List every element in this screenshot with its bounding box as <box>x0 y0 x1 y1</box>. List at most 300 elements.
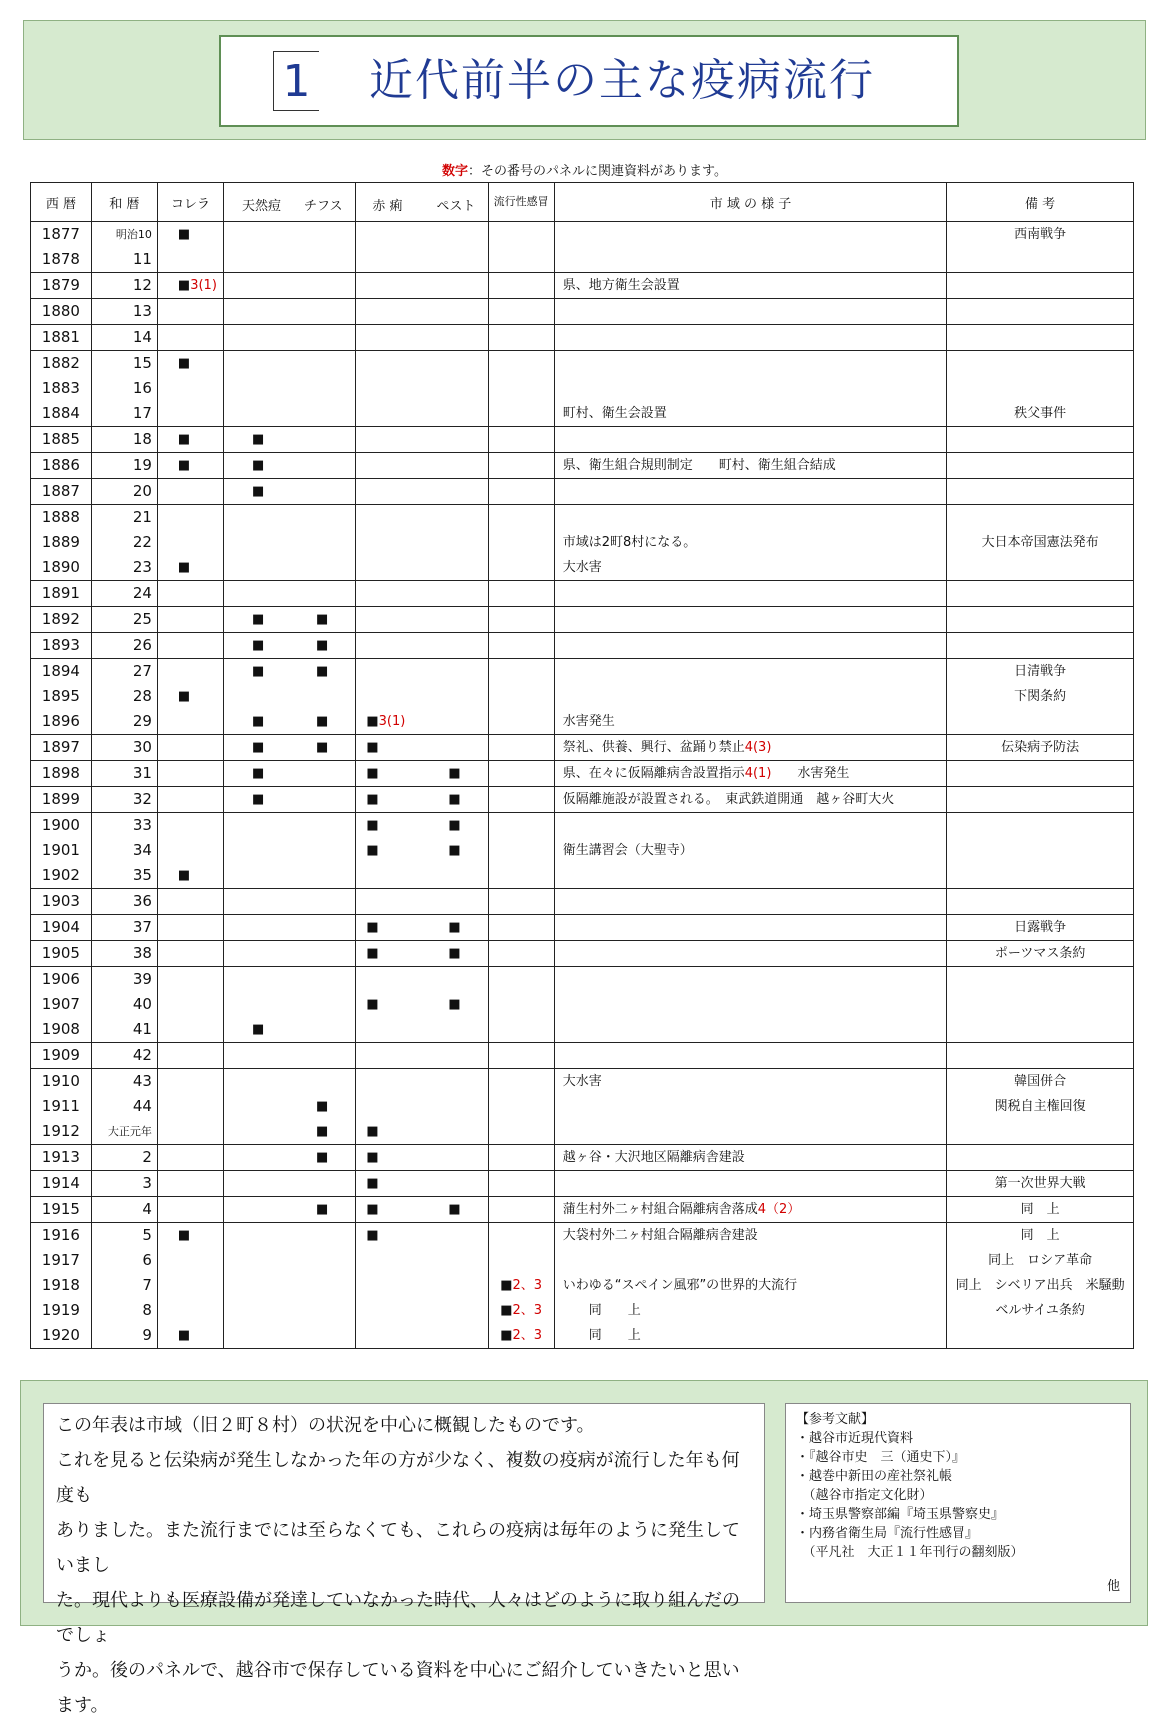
area-cell <box>554 1223 947 1249</box>
dysentery-entry <box>366 709 405 734</box>
area-cell <box>554 479 947 505</box>
table-row <box>31 659 1134 685</box>
area-cell <box>554 376 947 401</box>
western-year-cell: 1905 <box>31 941 92 967</box>
panel-reference: 4(1) <box>744 766 772 781</box>
cholera-mark: ■ <box>177 458 191 473</box>
table-row <box>31 1298 1134 1323</box>
area-text: 祭礼、供養、興行、盆踊り禁止 <box>562 740 745 755</box>
smallpox-mark: ■ <box>252 432 265 447</box>
remarks-text: 下関条約 <box>1014 689 1067 704</box>
dysentery-plague-cell <box>356 1298 488 1323</box>
dysentery-plague-cell <box>356 1171 488 1197</box>
area-cell <box>554 1298 947 1323</box>
remarks-cell <box>947 659 1134 685</box>
panel-reference: 4（2） <box>757 1202 801 1217</box>
dysentery-plague-cell <box>356 863 488 889</box>
smallpox-typhus-cell <box>224 1197 356 1223</box>
cholera-mark: ■ <box>177 278 191 293</box>
influenza-cell <box>488 1094 554 1119</box>
japanese-year-cell: 26 <box>91 633 157 659</box>
influenza-cell <box>488 633 554 659</box>
western-year-cell: 1899 <box>31 787 92 813</box>
japanese-year-cell: 14 <box>91 325 157 351</box>
influenza-mark: ■ <box>500 1303 513 1318</box>
area-text: 県、在々に仮隔離病舎設置指示 <box>562 766 745 781</box>
smallpox-typhus-cell <box>224 915 356 941</box>
smallpox-typhus-cell <box>224 273 356 299</box>
remarks-text: 同 上 <box>1020 1202 1060 1217</box>
smallpox-typhus-cell <box>224 1043 356 1069</box>
area-text: 同 上 <box>562 1303 641 1318</box>
remarks-text: 第一次世界大戦 <box>994 1176 1086 1191</box>
smallpox-typhus-cell <box>224 941 356 967</box>
table-row <box>31 709 1134 735</box>
influenza-cell <box>488 351 554 377</box>
smallpox-typhus-cell <box>224 1273 356 1298</box>
influenza-cell <box>488 427 554 453</box>
table-row <box>31 1069 1134 1095</box>
smallpox-typhus-cell <box>224 607 356 633</box>
western-year-cell: 1882 <box>31 351 92 377</box>
area-cell <box>554 505 947 531</box>
remarks-text: 日清戦争 <box>1014 664 1067 679</box>
japanese-year-cell: 2 <box>91 1145 157 1171</box>
japanese-year-cell: 35 <box>91 863 157 889</box>
western-year-cell: 1903 <box>31 889 92 915</box>
remarks-cell <box>947 863 1134 889</box>
area-cell <box>554 530 947 555</box>
table-row <box>31 633 1134 659</box>
cholera-cell <box>157 1069 223 1095</box>
smallpox-typhus-cell <box>224 659 356 685</box>
typhus-mark: ■ <box>316 1124 329 1139</box>
japanese-year-cell: 大正元年 <box>91 1119 157 1145</box>
dysentery-mark: ■ <box>366 818 379 833</box>
remarks-cell <box>947 813 1134 839</box>
western-year-cell: 1893 <box>31 633 92 659</box>
japanese-year-cell: 40 <box>91 992 157 1017</box>
western-year-cell: 1900 <box>31 813 92 839</box>
legend-note <box>0 160 1169 179</box>
area-text: 衛生講習会（大聖寺） <box>562 843 693 858</box>
table-row <box>31 1323 1134 1349</box>
cholera-cell <box>157 1043 223 1069</box>
table-row <box>31 376 1134 401</box>
cholera-cell <box>157 530 223 555</box>
smallpox-typhus-cell <box>224 555 356 581</box>
smallpox-typhus-cell <box>224 376 356 401</box>
dysentery-plague-cell <box>356 376 488 401</box>
cholera-cell <box>157 1248 223 1273</box>
influenza-cell <box>488 505 554 531</box>
smallpox-typhus-cell <box>224 1223 356 1249</box>
western-year-cell: 1894 <box>31 659 92 685</box>
remarks-cell <box>947 1145 1134 1171</box>
influenza-cell <box>488 941 554 967</box>
table-row <box>31 1273 1134 1298</box>
japanese-year-cell: 39 <box>91 967 157 993</box>
smallpox-typhus-cell <box>224 735 356 761</box>
table-row <box>31 401 1134 427</box>
dysentery-plague-cell <box>356 325 488 351</box>
remarks-cell <box>947 1298 1134 1323</box>
influenza-cell <box>488 1298 554 1323</box>
area-cell <box>554 273 947 299</box>
col-area: 市 域 の 様 子 <box>554 183 947 222</box>
influenza-cell <box>488 1069 554 1095</box>
area-cell <box>554 325 947 351</box>
japanese-year-cell: 41 <box>91 1017 157 1043</box>
western-year-cell: 1881 <box>31 325 92 351</box>
cholera-cell <box>157 838 223 863</box>
table-row <box>31 351 1134 377</box>
dysentery-entry <box>366 941 378 966</box>
smallpox-typhus-cell <box>224 530 356 555</box>
remarks-cell <box>947 1094 1134 1119</box>
dysentery-mark: ■ <box>366 1124 379 1139</box>
dysentery-entry <box>366 735 378 760</box>
cholera-cell <box>157 915 223 941</box>
remarks-cell <box>947 735 1134 761</box>
cholera-cell <box>157 299 223 325</box>
table-row <box>31 761 1134 787</box>
area-cell <box>554 709 947 735</box>
smallpox-typhus-cell <box>224 709 356 735</box>
area-cell <box>554 453 947 479</box>
influenza-cell <box>488 813 554 839</box>
dysentery-mark: ■ <box>366 714 379 729</box>
dysentery-plague-cell <box>356 1273 488 1298</box>
western-year-cell: 1878 <box>31 247 92 273</box>
table-row <box>31 530 1134 555</box>
table-row <box>31 838 1134 863</box>
dysentery-plague-cell <box>356 1248 488 1273</box>
japanese-year-cell: 34 <box>91 838 157 863</box>
japanese-year-cell: 13 <box>91 299 157 325</box>
cholera-cell <box>157 863 223 889</box>
reference-item: ・内務省衛生局『流行性感冒』 <box>796 1526 979 1541</box>
smallpox-typhus-cell <box>224 992 356 1017</box>
japanese-year-cell: 29 <box>91 709 157 735</box>
table-row <box>31 273 1134 299</box>
japanese-year-cell: 30 <box>91 735 157 761</box>
dysentery-mark: ■ <box>366 740 379 755</box>
smallpox-typhus-cell <box>224 838 356 863</box>
western-year-cell: 1915 <box>31 1197 92 1223</box>
col-dysentery-plague <box>356 183 488 222</box>
remarks-cell <box>947 787 1134 813</box>
panel-reference: 3(1) <box>190 278 217 293</box>
cholera-cell <box>157 633 223 659</box>
influenza-cell <box>488 1223 554 1249</box>
area-text: 同 上 <box>562 1328 641 1343</box>
remarks-cell <box>947 1273 1134 1298</box>
japanese-year-cell: 17 <box>91 401 157 427</box>
western-year-cell: 1884 <box>31 401 92 427</box>
dysentery-plague-cell <box>356 1119 488 1145</box>
cholera-cell <box>157 427 223 453</box>
cholera-cell <box>157 1171 223 1197</box>
dysentery-plague-cell <box>356 607 488 633</box>
western-year-cell: 1913 <box>31 1145 92 1171</box>
cholera-mark: ■ <box>177 432 191 447</box>
japanese-year-cell: 15 <box>91 351 157 377</box>
remarks-cell <box>947 1248 1134 1273</box>
cholera-cell <box>157 1323 223 1349</box>
reference-item: ・『越谷市史 三（通史下）』 <box>796 1450 966 1465</box>
area-cell <box>554 863 947 889</box>
table-row <box>31 967 1134 993</box>
area-text: 大水害 <box>562 1074 602 1089</box>
typhus-mark: ■ <box>316 664 329 679</box>
area-cell <box>554 992 947 1017</box>
dysentery-plague-cell <box>356 1323 488 1349</box>
influenza-cell <box>488 761 554 787</box>
smallpox-typhus-cell <box>224 813 356 839</box>
western-year-cell: 1888 <box>31 505 92 531</box>
summary-line: ありました。また流行までには至らなくても、これらの疫病は毎年のように発生していまし <box>56 1520 740 1576</box>
remarks-cell <box>947 607 1134 633</box>
smallpox-typhus-cell <box>224 787 356 813</box>
dysentery-plague-cell <box>356 299 488 325</box>
legend-highlight: 数字 <box>442 164 469 179</box>
table-row <box>31 684 1134 709</box>
remarks-cell <box>947 325 1134 351</box>
table-row <box>31 607 1134 633</box>
influenza-cell <box>488 453 554 479</box>
cholera-cell <box>157 709 223 735</box>
area-cell <box>554 761 947 787</box>
table-row <box>31 427 1134 453</box>
smallpox-mark: ■ <box>252 458 265 473</box>
western-year-cell: 1910 <box>31 1069 92 1095</box>
japanese-year-cell: 42 <box>91 1043 157 1069</box>
panel-reference: 2、3 <box>512 1303 543 1318</box>
typhus-mark: ■ <box>316 714 329 729</box>
col-cholera: コレラ <box>157 183 223 222</box>
cholera-cell <box>157 555 223 581</box>
remarks-cell <box>947 555 1134 581</box>
typhus-mark: ■ <box>316 638 329 653</box>
cholera-cell <box>157 607 223 633</box>
typhus-mark: ■ <box>316 1150 329 1165</box>
table-row <box>31 1197 1134 1223</box>
dysentery-plague-cell <box>356 581 488 607</box>
influenza-cell <box>488 1017 554 1043</box>
smallpox-mark: ■ <box>252 1022 265 1037</box>
japanese-year-cell: 27 <box>91 659 157 685</box>
japanese-year-cell: 25 <box>91 607 157 633</box>
remarks-cell <box>947 427 1134 453</box>
smallpox-mark: ■ <box>252 766 265 781</box>
dysentery-entry <box>366 1119 378 1144</box>
smallpox-typhus-cell <box>224 325 356 351</box>
japanese-year-cell: 21 <box>91 505 157 531</box>
remarks-cell <box>947 479 1134 505</box>
cholera-cell <box>157 351 223 377</box>
dysentery-entry <box>366 1197 378 1222</box>
japanese-year-cell: 16 <box>91 376 157 401</box>
influenza-cell <box>488 787 554 813</box>
dysentery-plague-cell <box>356 735 488 761</box>
cholera-cell <box>157 401 223 427</box>
reference-item: ・越谷市近現代資料 <box>796 1431 914 1446</box>
japanese-year-cell: 37 <box>91 915 157 941</box>
western-year-cell: 1907 <box>31 992 92 1017</box>
title-box <box>219 35 959 127</box>
remarks-cell <box>947 889 1134 915</box>
remarks-text: 大日本帝国憲法発布 <box>981 535 1099 550</box>
dysentery-plague-cell <box>356 555 488 581</box>
remarks-text: 西南戦争 <box>1014 227 1067 242</box>
western-year-cell: 1902 <box>31 863 92 889</box>
area-cell <box>554 401 947 427</box>
dysentery-plague-cell <box>356 941 488 967</box>
remarks-text: ベルサイユ条約 <box>995 1303 1085 1318</box>
remarks-text: 日露戦争 <box>1014 920 1067 935</box>
area-cell <box>554 427 947 453</box>
remarks-cell <box>947 967 1134 993</box>
remarks-cell <box>947 273 1134 299</box>
dysentery-plague-cell <box>356 915 488 941</box>
japanese-year-cell: 23 <box>91 555 157 581</box>
western-year-cell: 1904 <box>31 915 92 941</box>
references-etc: 他 <box>1106 1579 1120 1594</box>
japanese-year-cell: 8 <box>91 1298 157 1323</box>
smallpox-mark: ■ <box>252 484 265 499</box>
japanese-year-cell: 36 <box>91 889 157 915</box>
table-row <box>31 479 1134 505</box>
dysentery-plague-cell <box>356 633 488 659</box>
western-year-cell: 1896 <box>31 709 92 735</box>
smallpox-mark: ■ <box>252 714 265 729</box>
area-text: 町村、衛生会設置 <box>562 406 667 421</box>
table-row <box>31 787 1134 813</box>
col-dysentery: 赤 痢 <box>372 199 403 214</box>
remarks-cell <box>947 684 1134 709</box>
western-year-cell: 1877 <box>31 222 92 248</box>
area-cell <box>554 1248 947 1273</box>
cholera-cell <box>157 1094 223 1119</box>
japanese-year-cell: 11 <box>91 247 157 273</box>
area-cell <box>554 735 947 761</box>
dysentery-plague-cell <box>356 709 488 735</box>
table-row <box>31 915 1134 941</box>
cholera-mark: ■ <box>177 356 191 371</box>
plague-mark: ■ <box>448 818 461 833</box>
cholera-cell <box>157 1017 223 1043</box>
remarks-cell <box>947 453 1134 479</box>
dysentery-plague-cell <box>356 1069 488 1095</box>
dysentery-mark: ■ <box>366 792 379 807</box>
japanese-year-cell: 3 <box>91 1171 157 1197</box>
summary-line: この年表は市域（旧２町８村）の状況を中心に概観したものです。 <box>56 1415 595 1436</box>
smallpox-typhus-cell <box>224 299 356 325</box>
cholera-cell <box>157 222 223 248</box>
area-cell <box>554 787 947 813</box>
cholera-cell <box>157 479 223 505</box>
japanese-year-cell: 明治10 <box>91 222 157 248</box>
dysentery-mark: ■ <box>366 843 379 858</box>
cholera-mark: ■ <box>177 560 191 575</box>
area-cell <box>554 351 947 377</box>
table-row <box>31 863 1134 889</box>
dysentery-entry <box>366 915 378 940</box>
area-cell <box>554 581 947 607</box>
area-cell <box>554 247 947 273</box>
remarks-text: 韓国併合 <box>1014 1074 1067 1089</box>
smallpox-mark: ■ <box>252 740 265 755</box>
dysentery-plague-cell <box>356 273 488 299</box>
table-row <box>31 1171 1134 1197</box>
dysentery-plague-cell <box>356 453 488 479</box>
cholera-mark: ■ <box>177 868 191 883</box>
area-cell <box>554 838 947 863</box>
influenza-cell <box>488 1248 554 1273</box>
remarks-cell <box>947 1043 1134 1069</box>
influenza-cell <box>488 1171 554 1197</box>
western-year-cell: 1890 <box>31 555 92 581</box>
remarks-cell <box>947 838 1134 863</box>
japanese-year-cell: 38 <box>91 941 157 967</box>
cholera-cell <box>157 992 223 1017</box>
dysentery-mark: ■ <box>366 1228 379 1243</box>
influenza-cell <box>488 709 554 735</box>
table-row <box>31 1094 1134 1119</box>
reference-item: ・埼玉県警察部編『埼玉県警察史』 <box>796 1507 1005 1522</box>
dysentery-plague-cell <box>356 1017 488 1043</box>
summary-line: これを見ると伝染病が発生しなかった年の方が少なく、複数の疫病が流行した年も何度も <box>56 1450 740 1506</box>
dysentery-mark: ■ <box>366 946 379 961</box>
area-cell <box>554 813 947 839</box>
dysentery-plague-cell <box>356 427 488 453</box>
influenza-cell <box>488 863 554 889</box>
influenza-cell <box>488 273 554 299</box>
influenza-cell <box>488 659 554 685</box>
area-cell <box>554 941 947 967</box>
japanese-year-cell: 4 <box>91 1197 157 1223</box>
dysentery-plague-cell <box>356 247 488 273</box>
dysentery-plague-cell <box>356 401 488 427</box>
area-text: 水害発生 <box>562 714 615 729</box>
table-row <box>31 555 1134 581</box>
area-cell <box>554 1043 947 1069</box>
dysentery-plague-cell <box>356 813 488 839</box>
table-row <box>31 992 1134 1017</box>
remarks-cell <box>947 761 1134 787</box>
title-banner <box>23 20 1146 140</box>
western-year-cell: 1912 <box>31 1119 92 1145</box>
table-row <box>31 247 1134 273</box>
table-row <box>31 1248 1134 1273</box>
cholera-cell <box>157 659 223 685</box>
influenza-cell <box>488 735 554 761</box>
japanese-year-cell: 5 <box>91 1223 157 1249</box>
western-year-cell: 1886 <box>31 453 92 479</box>
area-text: 仮隔離施設が設置される。 東武鉄道開通 越ヶ谷町大火 <box>562 792 895 807</box>
dysentery-plague-cell <box>356 1223 488 1249</box>
col-remarks: 備 考 <box>947 183 1134 222</box>
dysentery-plague-cell <box>356 838 488 863</box>
western-year-cell: 1914 <box>31 1171 92 1197</box>
dysentery-plague-cell <box>356 761 488 787</box>
cholera-cell <box>157 941 223 967</box>
dysentery-plague-cell <box>356 1094 488 1119</box>
cholera-cell <box>157 1119 223 1145</box>
dysentery-plague-cell <box>356 1145 488 1171</box>
dysentery-plague-cell <box>356 222 488 248</box>
